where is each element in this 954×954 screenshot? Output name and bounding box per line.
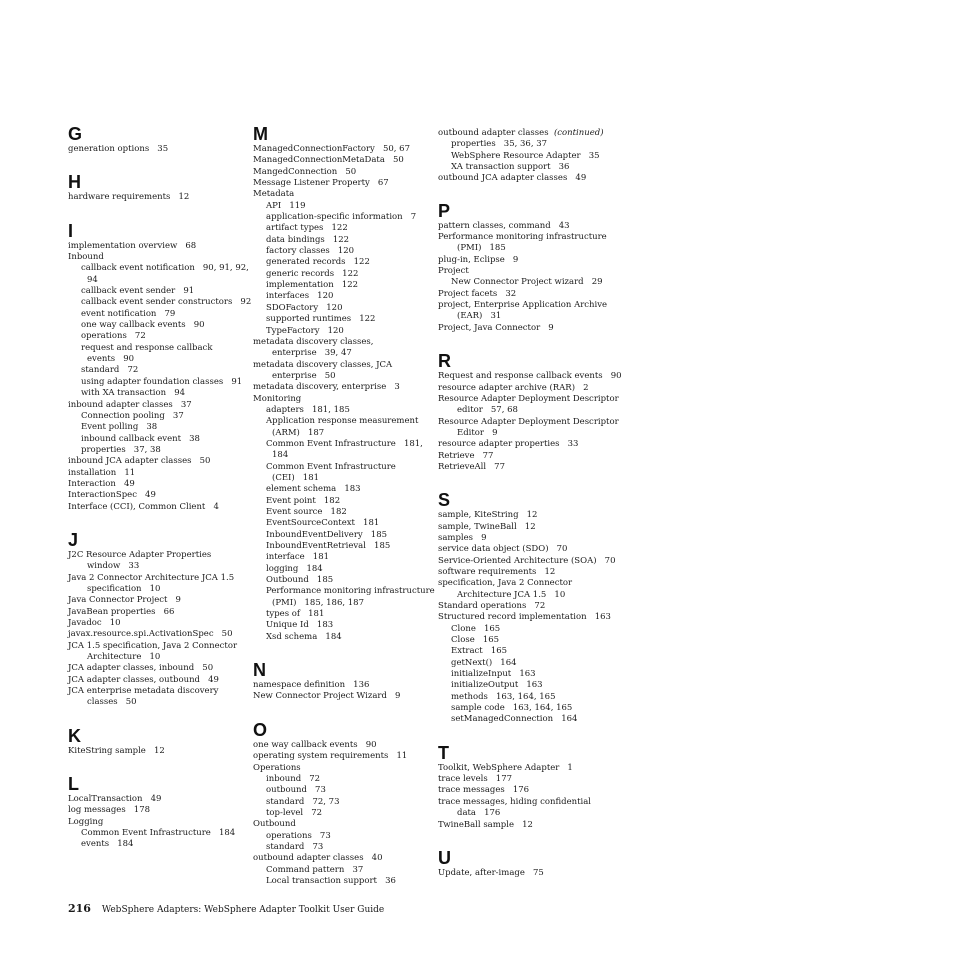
index-entry: Application response measurement <box>266 416 419 427</box>
entry-list <box>253 680 431 703</box>
index-entry: event notification 79 <box>81 308 176 319</box>
entry-list <box>253 740 431 887</box>
index-entry: supported runtimes 122 <box>266 314 376 325</box>
index-entry: Common Event Infrastructure <box>266 461 396 472</box>
entry-list <box>253 144 435 643</box>
index-entry: log messages 178 <box>68 805 151 816</box>
index-entry: Editor 9 <box>457 427 498 438</box>
index-entry: Monitoring <box>253 393 302 404</box>
index-entry: javax.resource.spi.ActivationSpec 50 <box>68 629 233 640</box>
index-entry: Xsd schema 184 <box>266 631 342 642</box>
index-entry: implementation 122 <box>266 280 359 291</box>
index-entry: Resource Adapter Deployment Descriptor <box>438 416 619 427</box>
index-entry: Java Connector Project 9 <box>68 595 181 606</box>
index-entry: ManagedConnectionMetaData 50 <box>253 155 404 166</box>
index-entry: Architecture JCA 1.5 10 <box>457 589 566 600</box>
index-entry: initializeOutput 163 <box>451 680 543 691</box>
continued-entry-block <box>438 128 628 185</box>
index-entry: Service-Oriented Architecture (SOA) 70 <box>438 555 616 566</box>
index-entry: resource adapter properties 33 <box>438 439 579 450</box>
index-entry: Request and response callback events 90 <box>438 371 622 382</box>
index-entry: outbound adapter classes 40 <box>253 853 383 864</box>
index-entry: interface 181 <box>266 552 330 563</box>
index-entry: sample, KiteString 12 <box>438 510 538 521</box>
index-section-i <box>68 220 252 513</box>
index-entry: editor 57, 68 <box>457 405 518 416</box>
index-entry: Javadoc 10 <box>68 618 121 628</box>
index-entry: standard 73 <box>266 841 324 852</box>
index-entry: samples 9 <box>438 532 487 543</box>
index-entry: operations 72 <box>81 331 146 342</box>
index-entry: namespace definition 136 <box>253 680 370 691</box>
entry-list <box>438 763 628 831</box>
index-entry: Interaction 49 <box>68 478 135 489</box>
section-letter: K <box>68 725 81 746</box>
index-entry: XA transaction support 36 <box>451 162 570 173</box>
index-entry: Outbound <box>253 819 296 830</box>
index-entry: application-specific information 7 <box>266 212 417 223</box>
index-entry: Performance monitoring infrastructure <box>438 232 607 243</box>
index-entry: events 90 <box>87 354 135 365</box>
entry-list <box>438 510 628 726</box>
index-entry: generation options 35 <box>68 144 169 154</box>
index-entry: generated records 122 <box>266 257 370 268</box>
index-entry: Operations <box>253 762 301 773</box>
index-entry: ManagedConnectionFactory 50, 67 <box>253 144 411 154</box>
index-entry: (EAR) 31 <box>457 311 502 322</box>
index-entry: Outbound 185 <box>266 575 334 586</box>
index-entry: Update, after-image 75 <box>438 867 544 878</box>
section-letter: L <box>68 774 79 795</box>
index-entry: Toolkit, WebSphere Adapter 1 <box>438 762 573 773</box>
index-entry: J2C Resource Adapter Properties <box>68 549 212 560</box>
index-section-t <box>438 743 628 831</box>
index-entry: inbound adapter classes 37 <box>68 399 192 410</box>
index-section-u <box>438 848 628 879</box>
continued-heading <box>438 128 628 139</box>
page-footer <box>68 902 384 915</box>
index-entry: Project facets 32 <box>438 288 517 299</box>
index-entry: software requirements 12 <box>438 566 556 577</box>
index-entry: Close 165 <box>451 635 500 646</box>
index-entry: API 119 <box>266 200 306 211</box>
index-entry: enterprise 39, 47 <box>272 348 352 359</box>
index-entry: hardware requirements 12 <box>68 192 190 203</box>
continued-heading-text: outbound adapter classes <box>438 128 549 138</box>
index-entry: Inbound <box>68 252 104 263</box>
index-entry: sample code 163, 164, 165 <box>451 703 573 714</box>
section-letter: S <box>438 490 451 511</box>
index-entry: factory classes 120 <box>266 246 355 257</box>
index-entry: JCA adapter classes, outbound 49 <box>68 674 219 685</box>
section-letter: M <box>253 124 268 144</box>
index-entry: InboundEventDelivery 185 <box>266 529 388 540</box>
entry-list <box>68 240 252 513</box>
index-entry: getNext() 164 <box>451 657 517 668</box>
index-entry: resource adapter archive (RAR) 2 <box>438 382 589 393</box>
index-entry: operations 73 <box>266 830 331 841</box>
book-title: WebSphere Adapters: WebSphere Adapter Toolkit User Guide <box>101 905 385 915</box>
index-entry: inbound JCA adapter classes 50 <box>68 456 211 467</box>
index-entry: MangedConnection 50 <box>253 166 357 177</box>
index-entry: methods 163, 164, 165 <box>451 691 556 702</box>
index-entry: trace levels 177 <box>438 774 513 785</box>
index-entry: adapters 181, 185 <box>266 404 350 415</box>
section-letter: P <box>438 200 451 221</box>
index-entry: standard 72, 73 <box>266 796 340 807</box>
index-entry: WebSphere Resource Adapter 35 <box>451 150 600 161</box>
index-entry: one way callback events 90 <box>253 739 377 750</box>
index-entry: JavaBean properties 66 <box>68 606 175 617</box>
index-section-p <box>438 201 628 334</box>
section-letter: U <box>438 847 451 868</box>
index-entry: JCA enterprise metadata discovery <box>68 686 219 697</box>
index-entry: Event point 182 <box>266 495 341 506</box>
index-entry: data bindings 122 <box>266 234 350 245</box>
index-entry: callback event sender 91 <box>81 286 195 297</box>
index-entry: (CEI) 181 <box>272 472 320 483</box>
index-entry: using adapter foundation classes 91 <box>81 376 243 387</box>
index-section-h <box>68 172 246 203</box>
index-entry: Logging <box>68 816 104 827</box>
section-letter: H <box>68 172 81 193</box>
section-letter: O <box>253 719 268 740</box>
index-section-o <box>253 720 431 887</box>
index-entry: Common Event Infrastructure 181, <box>266 438 423 449</box>
index-entry: Resource Adapter Deployment Descriptor <box>438 393 619 404</box>
section-letter: R <box>438 351 451 372</box>
index-entry: (ARM) 187 <box>272 427 325 438</box>
section-letter: G <box>68 124 83 144</box>
index-entry: events 184 <box>81 839 134 850</box>
index-entry: with XA transaction 94 <box>81 388 186 399</box>
index-entry: Common Event Infrastructure 184 <box>81 828 236 839</box>
index-entry: Metadata <box>253 189 295 200</box>
index-entry: SDOFactory 120 <box>266 302 343 313</box>
index-entry: JCA adapter classes, inbound 50 <box>68 663 214 674</box>
index-entry: Project, Java Connector 9 <box>438 322 554 333</box>
index-entry: Message Listener Property 67 <box>253 178 389 189</box>
index-entry: setManagedConnection 164 <box>451 714 578 725</box>
index-entry: Java 2 Connector Architecture JCA 1.5 <box>68 572 235 583</box>
index-entry: standard 72 <box>81 365 139 376</box>
index-entry: project, Enterprise Application Archive <box>438 300 608 311</box>
index-entry: initializeInput 163 <box>451 669 536 680</box>
entry-list <box>68 144 246 155</box>
index-entry: Clone 165 <box>451 623 501 634</box>
index-entry: Architecture 10 <box>87 652 161 663</box>
index-entry: Command pattern 37 <box>266 864 364 875</box>
index-entry: Project <box>438 266 469 277</box>
index-column-1 <box>68 124 252 868</box>
index-entry: metadata discovery, enterprise 3 <box>253 382 400 393</box>
index-entry: trace messages, hiding confidential <box>438 796 592 807</box>
index-entry: metadata discovery classes, <box>253 336 374 347</box>
index-entry: one way callback events 90 <box>81 320 205 331</box>
index-entry: TypeFactory 120 <box>266 325 344 336</box>
index-entry: interfaces 120 <box>266 291 334 302</box>
index-entry: enterprise 50 <box>272 370 336 381</box>
index-entry: logging 184 <box>266 563 323 574</box>
index-entry: KiteString sample 12 <box>68 745 165 756</box>
entry-list <box>438 868 628 879</box>
index-entry: data 176 <box>457 808 501 819</box>
index-entry: callback event notification 90, 91, 92, <box>81 263 249 274</box>
index-entry: EventSourceContext 181 <box>266 518 380 529</box>
continued-note: (continued) <box>553 128 604 138</box>
section-letter: I <box>68 220 74 241</box>
section-letter: N <box>253 660 266 681</box>
index-entry: Unique Id 183 <box>266 620 334 631</box>
index-entry: New Connector Project Wizard 9 <box>253 691 401 702</box>
index-entry: Event source 182 <box>266 507 347 517</box>
index-entry: properties 37, 38 <box>81 444 161 455</box>
index-section-k <box>68 726 246 757</box>
index-entry: outbound JCA adapter classes 49 <box>438 173 587 184</box>
index-entry: TwineBall sample 12 <box>438 819 533 830</box>
entry-list <box>438 371 628 473</box>
index-entry: Extract 165 <box>451 646 508 657</box>
index-entry: Event polling 38 <box>81 422 158 433</box>
index-entry: installation 11 <box>68 467 136 478</box>
index-entry: trace messages 176 <box>438 785 530 796</box>
index-column-2 <box>253 124 435 904</box>
index-entry: Performance monitoring infrastructure <box>266 586 435 597</box>
index-entry: top-level 72 <box>266 807 323 818</box>
index-entry: Structured record implementation 163 <box>438 612 611 623</box>
index-entry: Retrieve 77 <box>438 450 494 461</box>
index-entry: 94 <box>87 274 98 285</box>
index-entry: properties 35, 36, 37 <box>451 139 548 150</box>
index-section-g <box>68 124 246 155</box>
index-entry: Standard operations 72 <box>438 601 546 611</box>
index-section-l <box>68 774 246 851</box>
section-letter: J <box>68 529 79 550</box>
index-entry: specification, Java 2 Connector <box>438 578 573 589</box>
index-entry: RetrieveAll 77 <box>438 461 505 472</box>
index-section-r <box>438 351 628 473</box>
index-entry: types of 181 <box>266 609 325 620</box>
index-entry: artifact types 122 <box>266 223 348 234</box>
index-section-j <box>68 530 246 709</box>
index-section-n <box>253 660 431 703</box>
index-entry: pattern classes, command 43 <box>438 220 570 231</box>
entry-list <box>438 221 628 334</box>
index-entry: sample, TwineBall 12 <box>438 521 536 532</box>
index-entry: Connection pooling 37 <box>81 410 184 421</box>
index-entry: inbound 72 <box>266 773 321 784</box>
index-entry: classes 50 <box>87 697 137 708</box>
index-entry: outbound 73 <box>266 785 326 796</box>
index-entry: implementation overview 68 <box>68 240 197 251</box>
index-entry: operating system requirements 11 <box>253 751 408 762</box>
entry-list <box>68 794 246 851</box>
index-column-3 <box>438 128 628 896</box>
section-letter: T <box>438 742 449 763</box>
entry-list <box>68 550 246 709</box>
index-entry: InboundEventRetrieval 185 <box>266 541 391 552</box>
index-entry: (PMI) 185 <box>457 243 506 254</box>
index-entry: generic records 122 <box>266 268 359 279</box>
entry-list <box>68 192 246 203</box>
page-number: 216 <box>68 902 91 915</box>
index-entry: JCA 1.5 specification, Java 2 Connector <box>68 640 238 651</box>
index-entry: New Connector Project wizard 29 <box>451 277 603 288</box>
index-entry: inbound callback event 38 <box>81 433 200 444</box>
index-entry: Local transaction support 36 <box>266 875 396 886</box>
index-entry: 184 <box>272 450 289 461</box>
index-entry: (PMI) 185, 186, 187 <box>272 597 364 608</box>
index-entry: callback event sender constructors 92 <box>81 297 252 308</box>
index-entry: request and response callback <box>81 342 213 353</box>
index-section-m <box>253 124 435 643</box>
index-entry: window 33 <box>87 561 140 572</box>
index-entry: service data object (SDO) 70 <box>438 544 568 555</box>
index-entry: metadata discovery classes, JCA <box>253 359 393 370</box>
index-section-s <box>438 490 628 726</box>
index-entry: element schema 183 <box>266 484 361 495</box>
index-entry: plug-in, Eclipse 9 <box>438 254 519 265</box>
index-entry: LocalTransaction 49 <box>68 794 162 805</box>
entry-list <box>68 746 246 757</box>
index-entry: Interface (CCI), Common Client 4 <box>68 501 219 512</box>
index-entry: InteractionSpec 49 <box>68 490 156 501</box>
index-entry: specification 10 <box>87 583 161 594</box>
